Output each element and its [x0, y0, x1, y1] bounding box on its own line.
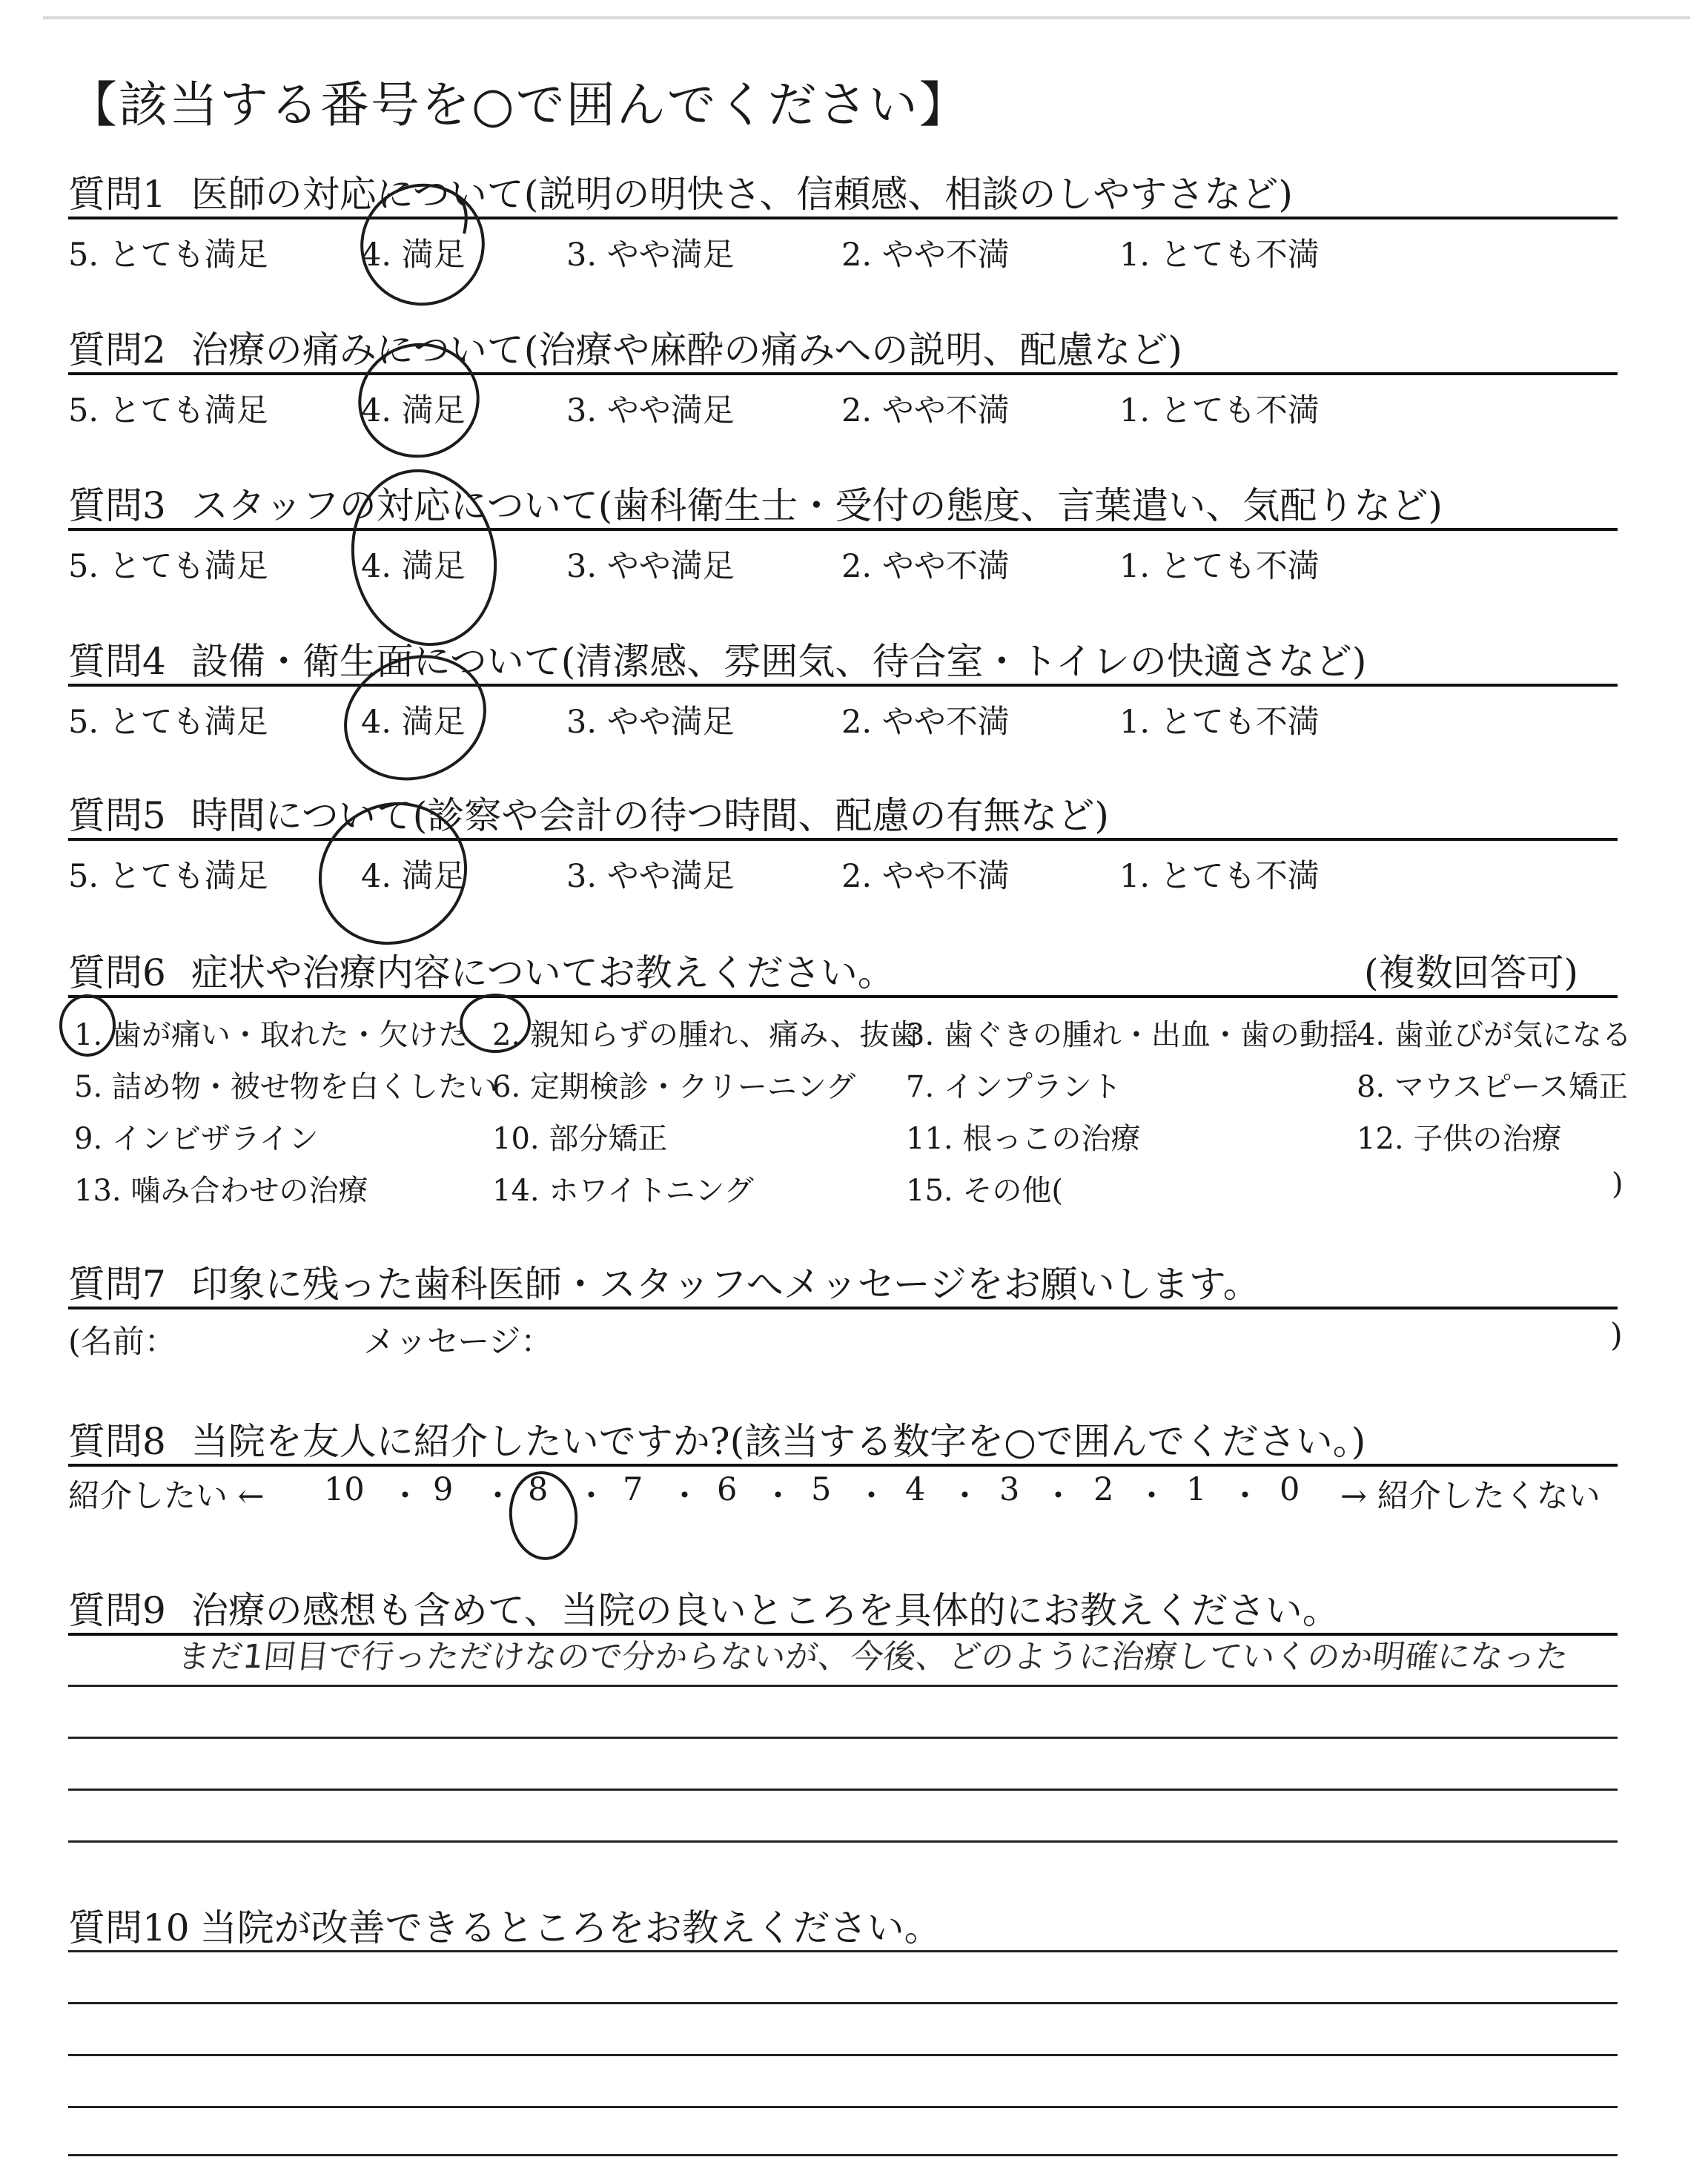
q4-option-3[interactable]: 3. やや満足: [566, 704, 735, 741]
question-5-number: 質問5: [68, 794, 166, 837]
q8-dot: ・: [949, 1478, 981, 1515]
q8-dot: ・: [482, 1478, 514, 1515]
question-1-rule: [68, 217, 1618, 219]
question-5-text: 時間について(診察や会計の待つ時間、配慮の有無など): [191, 794, 1109, 837]
q8-number-7[interactable]: 7: [623, 1471, 643, 1508]
q6-option-11[interactable]: 11. 根っこの治療: [906, 1122, 1141, 1156]
q8-dot: ・: [1042, 1478, 1074, 1515]
q3-option-2[interactable]: 2. やや不満: [841, 548, 1010, 585]
q8-dot: ・: [1229, 1478, 1261, 1515]
question-9-text: 治療の感想も含めて、当院の良いところを具体的にお教えください。: [191, 1589, 1340, 1632]
q8-dot: ・: [1136, 1478, 1168, 1515]
q7-message-label: メッセージ：: [363, 1324, 553, 1361]
q6-option-2[interactable]: 2. 親知らずの腫れ、痛み、抜歯: [492, 1018, 919, 1052]
q8-left-label: 紹介したい ←: [68, 1478, 265, 1515]
q5-option-4[interactable]: 4. 満足: [361, 858, 466, 895]
question-1: [68, 165, 1293, 218]
q10-answer-line: [68, 2054, 1618, 2056]
q6-options-row-1: [68, 1011, 1632, 1056]
q2-option-5[interactable]: 5. とても満足: [68, 392, 268, 429]
q9-handwritten-answer[interactable]: まだ1回目で行っただけなので分からないが、今後、どのように治療していくのか明確になった: [175, 1638, 1571, 1676]
q8-number-0[interactable]: 0: [1280, 1471, 1300, 1508]
question-8-text: 当院を友人に紹介したいですか?(該当する数字を○で囲んでください。): [191, 1420, 1366, 1463]
question-4-rule: [68, 684, 1618, 687]
q2-option-4[interactable]: 4. 満足: [361, 392, 466, 429]
q8-number-9[interactable]: 9: [433, 1471, 454, 1508]
question-5: [68, 786, 1109, 839]
q7-close-paren: ): [1610, 1317, 1623, 1354]
q10-answer-line: [68, 2002, 1618, 2004]
q3-option-5[interactable]: 5. とても満足: [68, 548, 268, 585]
q8-number-3[interactable]: 3: [999, 1471, 1020, 1508]
q10-answer-line: [68, 2154, 1618, 2156]
q3-option-4[interactable]: 4. 満足: [361, 548, 466, 585]
q8-number-2[interactable]: 2: [1093, 1471, 1114, 1508]
q8-recommend-scale: [68, 1471, 1625, 1516]
q9-answer-line: [68, 1685, 1618, 1687]
q8-dot: ・: [389, 1478, 421, 1515]
q6-options-row-3: [68, 1115, 1625, 1160]
question-3: [68, 476, 1443, 529]
q5-option-2[interactable]: 2. やや不満: [841, 858, 1010, 895]
question-4-text: 設備・衛生面について(清潔感、雰囲気、待合室・トイレの快適さなど): [191, 640, 1367, 683]
q3-option-1[interactable]: 1. とても不満: [1119, 548, 1320, 585]
q10-answer-line: [68, 1950, 1618, 1952]
q9-answer-line: [68, 1789, 1618, 1791]
q8-number-1[interactable]: 1: [1186, 1471, 1207, 1508]
q8-number-5[interactable]: 5: [811, 1471, 832, 1508]
question-7-rule: [68, 1307, 1618, 1309]
question-4-number: 質問4: [68, 640, 166, 683]
q5-option-3[interactable]: 3. やや満足: [566, 858, 735, 895]
q5-option-5[interactable]: 5. とても満足: [68, 858, 268, 895]
question-8-rule: [68, 1464, 1618, 1467]
question-7-text: 印象に残った歯科医師・スタッフへメッセージをお願いします。: [191, 1263, 1260, 1306]
q9-answer-line: [68, 1840, 1618, 1843]
q8-dot: ・: [762, 1478, 794, 1515]
q6-option-15-other[interactable]: 15. その他(: [906, 1174, 1063, 1208]
question-1-options: [68, 230, 1625, 274]
q6-option-14[interactable]: 14. ホワイトニング: [492, 1174, 754, 1208]
question-3-rule: [68, 528, 1618, 531]
question-4-options: [68, 697, 1625, 742]
question-8-number: 質問8: [68, 1420, 166, 1463]
page-top-edge: [43, 16, 1690, 19]
q1-option-3[interactable]: 3. やや満足: [566, 237, 735, 274]
question-5-rule: [68, 838, 1618, 841]
question-1-text: 医師の対応について(説明の明快さ、信頼感、相談のしやすさなど): [191, 173, 1293, 216]
question-2-rule: [68, 372, 1618, 375]
question-4: [68, 632, 1366, 685]
question-8: [68, 1412, 1366, 1465]
q8-right-label: → 紹介したくない: [1340, 1478, 1601, 1515]
question-7: [68, 1255, 1260, 1308]
question-1-number: 質問1: [68, 173, 166, 216]
question-6-rule: [68, 995, 1618, 998]
question-10-text: 当院が改善できるところをお教えください。: [199, 1906, 941, 1949]
q9-answer-line: [68, 1737, 1618, 1739]
question-10-number: 質問10: [68, 1906, 190, 1949]
q6-option-13[interactable]: 13. 噛み合わせの治療: [74, 1174, 368, 1208]
q1-option-1[interactable]: 1. とても不満: [1119, 237, 1320, 274]
q6-option-1[interactable]: 1. 歯が痛い・取れた・欠けた: [74, 1018, 468, 1052]
q4-option-1[interactable]: 1. とても不満: [1119, 704, 1320, 741]
q8-dot: ・: [575, 1478, 607, 1515]
q5-option-1[interactable]: 1. とても不満: [1119, 858, 1320, 895]
question-3-options: [68, 541, 1625, 586]
q6-option-5[interactable]: 5. 詰め物・被せ物を白くしたい: [74, 1070, 497, 1104]
question-2-number: 質問2: [68, 328, 166, 371]
q6-option-12[interactable]: 12. 子供の治療: [1357, 1122, 1562, 1156]
q6-option-6[interactable]: 6. 定期検診・クリーニング: [492, 1070, 856, 1104]
form-instruction-title: 【該当する番号を○で囲んでください】: [68, 76, 970, 133]
q2-option-1[interactable]: 1. とても不満: [1119, 392, 1320, 429]
question-9: [68, 1581, 1340, 1634]
question-2: [68, 320, 1182, 374]
q6-option-9[interactable]: 9. インビザライン: [74, 1122, 319, 1156]
question-6-multiple-note: (複数回答可): [1364, 951, 1579, 994]
q6-options-row-2: [68, 1063, 1629, 1108]
q8-number-10[interactable]: 10: [324, 1471, 365, 1508]
q6-option-3[interactable]: 3. 歯ぐきの腫れ・出血・歯の動揺: [906, 1018, 1359, 1052]
question-10: [68, 1898, 941, 1952]
q1-option-4[interactable]: 4. 満足: [361, 237, 466, 274]
question-2-text: 治療の痛みについて(治療や麻酔の痛みへの説明、配慮など): [191, 328, 1182, 371]
q6-option-7[interactable]: 7. インプラント: [906, 1070, 1122, 1104]
q2-option-3[interactable]: 3. やや満足: [566, 392, 735, 429]
q10-answer-line: [68, 2106, 1618, 2108]
question-6-text: 症状や治療内容についてお教えください。: [191, 951, 895, 994]
q6-other-close-paren: ): [1612, 1167, 1623, 1201]
question-5-options: [68, 851, 1625, 896]
question-9-number: 質問9: [68, 1589, 166, 1632]
question-6-number: 質問6: [68, 951, 166, 994]
q1-option-2[interactable]: 2. やや不満: [841, 237, 1010, 274]
q8-dot: ・: [669, 1478, 701, 1515]
q4-option-5[interactable]: 5. とても満足: [68, 704, 268, 741]
q8-number-6[interactable]: 6: [717, 1471, 738, 1508]
question-7-number: 質問7: [68, 1263, 166, 1306]
q6-option-10[interactable]: 10. 部分矯正: [492, 1122, 668, 1156]
q7-name-label: (名前：: [68, 1324, 176, 1361]
q6-options-row-4: [68, 1167, 1625, 1212]
q8-dot: ・: [855, 1478, 887, 1515]
q3-option-3[interactable]: 3. やや満足: [566, 548, 735, 585]
question-6: [68, 943, 895, 997]
q4-option-2[interactable]: 2. やや不満: [841, 704, 1010, 741]
q4-option-4[interactable]: 4. 満足: [361, 704, 466, 741]
q2-option-2[interactable]: 2. やや不満: [841, 392, 1010, 429]
q8-number-4[interactable]: 4: [905, 1471, 926, 1508]
q8-number-8[interactable]: 8: [528, 1471, 549, 1508]
question-3-number: 質問3: [68, 484, 166, 527]
q6-option-4[interactable]: 4. 歯並びが気になる: [1357, 1018, 1632, 1052]
question-3-text: スタッフの対応について(歯科衛生士・受付の態度、言葉遣い、気配りなど): [191, 484, 1443, 527]
q6-option-8[interactable]: 8. マウスピース矯正: [1357, 1070, 1629, 1104]
question-2-options: [68, 386, 1625, 430]
q1-option-5[interactable]: 5. とても満足: [68, 237, 268, 274]
